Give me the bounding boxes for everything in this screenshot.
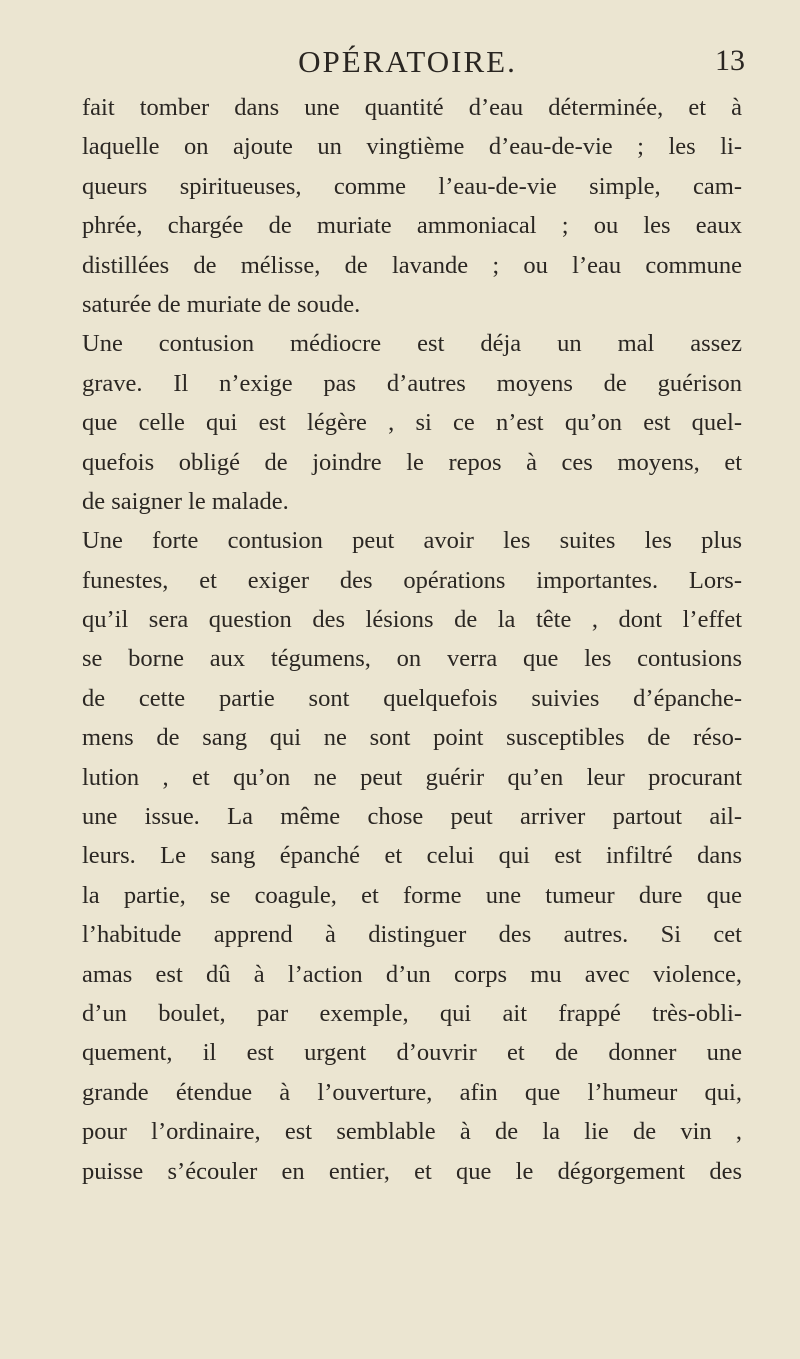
text-line: Une forte contusion peut avoir les suites les plus (82, 527, 742, 555)
text-line: funestes, et exiger des opérations importantes. Lors- (82, 566, 742, 594)
text-line: que celle qui est légère , si ce n’est qu’on est quel- (82, 409, 742, 437)
text-line: quement, il est urgent d’ouvrir et de donner une (82, 1039, 742, 1067)
text-line: quefois obligé de joindre le repos à ces moyens, et (82, 448, 742, 476)
running-title: OPÉRATOIRE. (298, 44, 517, 79)
text-line: de saigner le malade. (82, 487, 289, 515)
text-line: phrée, chargée de muriate ammoniacal ; ou les eaux (82, 212, 742, 240)
text-line: grave. Il n’exige pas d’autres moyens de guérison (82, 369, 742, 397)
text-line: laquelle on ajoute un vingtième d’eau-de-vie ; les li- (82, 133, 742, 161)
text-line: l’habitude apprend à distinguer des autres. Si cet (82, 921, 742, 949)
text-line: leurs. Le sang épanché et celui qui est infiltré dans (82, 842, 742, 870)
text-line: fait tomber dans une quantité d’eau déterminée, et à (82, 94, 742, 121)
text-line: la partie, se coagule, et forme une tumeur dure que (82, 881, 742, 909)
text-line: amas est dû à l’action d’un corps mu avec violence, (82, 960, 742, 988)
page-number: 13 (715, 44, 745, 77)
text-line: puisse s’écouler en entier, et que le dégorgement des (82, 1157, 742, 1185)
text-line: lution , et qu’on ne peut guérir qu’en leur procurant (82, 763, 742, 791)
text-line: pour l’ordinaire, est semblable à de la lie de vin , (82, 1118, 742, 1146)
text-line: distillées de mélisse, de lavande ; ou l’eau commune (82, 251, 742, 279)
text-line: de cette partie sont quelquefois suivies d’épanche- (82, 684, 742, 712)
text-line: Une contusion médiocre est déja un mal assez (82, 330, 742, 358)
text-line: une issue. La même chose peut arriver partout ail- (82, 803, 742, 831)
text-line: mens de sang qui ne sont point susceptibles de réso- (82, 724, 742, 752)
running-head (70, 44, 745, 84)
text-line: se borne aux tégumens, on verra que les contusions (82, 645, 742, 673)
text-line: saturée de muriate de soude. (82, 290, 361, 318)
text-line: queurs spiritueuses, comme l’eau-de-vie simple, cam- (82, 172, 742, 200)
text-line: grande étendue à l’ouverture, afin que l’humeur qui, (82, 1078, 742, 1106)
text-line: qu’il sera question des lésions de la tête , dont l’effet (82, 606, 742, 634)
body-text (82, 88, 742, 1191)
text-line: d’un boulet, par exemple, qui ait frappé très-obli- (82, 999, 742, 1027)
